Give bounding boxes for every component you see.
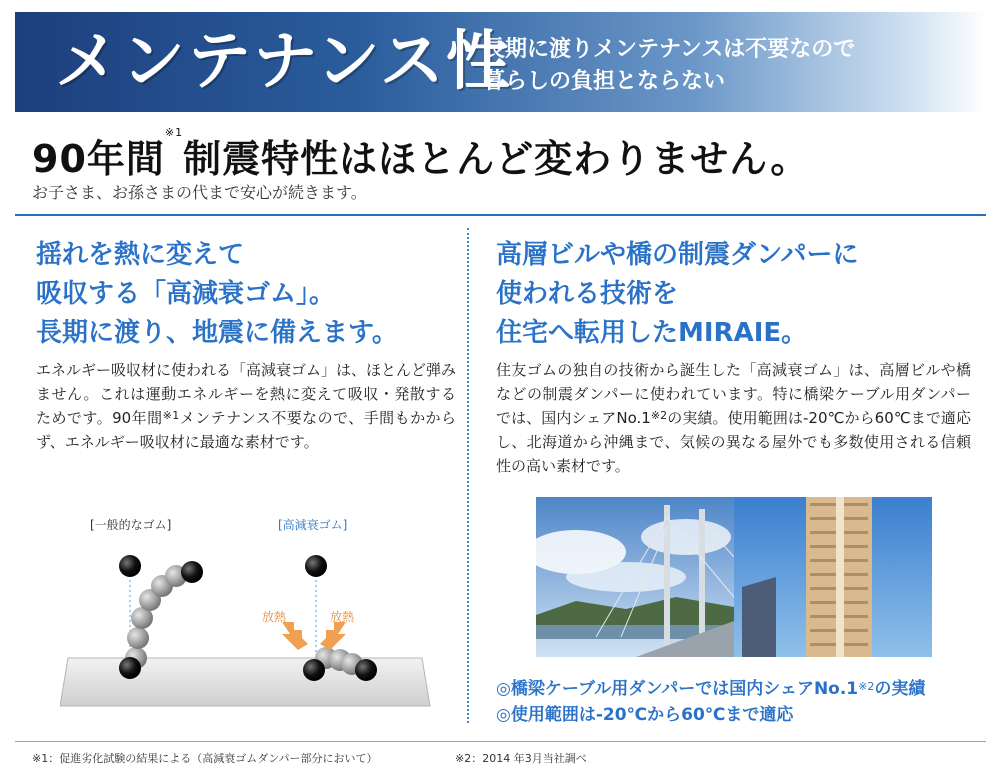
right-body-part1: 住友ゴムの独自の技術から誕生した「高減衰ゴム」は、高層ビルや橋などの制震ダンパーに使われています。特に橋梁ケーブル用ダンパーでは、国内シェアNo.1 [496, 361, 971, 427]
heat-label-left: 放熱 [262, 610, 287, 624]
right-heading [496, 236, 966, 353]
left-body-part2: メンテナンス不要なので、手間もかからず、エネルギー吸収材に最適な素材です。 [36, 409, 457, 451]
banner-subtitle-line2: 暮らしの負担とならない [483, 69, 726, 94]
right-heading-line3: 住宅へ転用したMIRAIE。 [496, 318, 808, 348]
bullet-share [496, 676, 976, 702]
heat-label-right: 放熱 [330, 610, 355, 624]
bullet-temperature: ◎使用範囲は-20℃から60℃まで適応 [496, 705, 794, 725]
right-body-part2: の実績。使用範囲は-20℃から60℃まで適応し、北海道から沖縄まで、気候の異なる屋外でも多数使用される信頼性の高い素材です。 [496, 409, 972, 475]
footer-divider [15, 741, 986, 742]
banner-subtitle-line1: 長期に渡りメンテナンスは不要なので [483, 37, 856, 62]
banner-subtitle [483, 34, 963, 98]
bridge-photo [536, 497, 932, 657]
rubber-diagram [60, 508, 440, 718]
right-body-note: ※2 [650, 409, 668, 422]
left-heading-line3: 長期に渡り、地震に備えます。 [36, 318, 398, 348]
headline [32, 128, 809, 183]
left-body [36, 358, 456, 454]
ball-damping-ground [303, 659, 325, 681]
ball-normal-end [181, 561, 203, 583]
left-heading [36, 236, 456, 353]
left-body-part1: エネルギー吸収材に使われる「高減衰ゴム」は、ほとんど弾みません。これは運動エネルギーを熱に変えて吸収・発散するためです。90年間 [36, 361, 457, 427]
section-divider [15, 214, 986, 216]
bullet-share-suffix: の実績 [874, 679, 926, 699]
right-heading-line1: 高層ビルや橋の制震ダンパーに [496, 240, 859, 270]
right-body [496, 358, 971, 478]
heat-arrow-right [320, 622, 346, 650]
photo-strip [536, 497, 932, 657]
heat-arrow-left [282, 622, 308, 650]
left-heading-line1: 揺れを熱に変えて [36, 240, 245, 270]
lead-text: お子さま、お孫さまの代まで安心が続きます。 [32, 183, 367, 202]
column-divider [467, 228, 469, 723]
footnote-2: ※2：2014 年3月当社調べ [455, 752, 587, 765]
title-banner [15, 12, 986, 112]
key-points [496, 676, 976, 728]
left-heading-line2: 吸収する「高減衰ゴム」。 [36, 279, 336, 309]
banner-title: メンテナンス性 [55, 25, 512, 99]
bullet-share-text: ◎橋梁ケーブル用ダンパーでは国内シェアNo.1 [496, 679, 859, 699]
left-body-note: ※1 [162, 409, 180, 422]
headline-prefix: 90年間 [32, 137, 165, 181]
ball-normal-ground [119, 657, 141, 679]
label-normal-rubber: [一般的なゴム] [90, 518, 172, 532]
ball-damping-top [305, 555, 327, 577]
right-heading-line2: 使われる技術を [496, 279, 679, 309]
ball-damping-end [355, 659, 377, 681]
diagram-illustration [60, 508, 440, 718]
footnote-1: ※1：促進劣化試験の結果による（高減衰ゴムダンパー部分において） [32, 752, 378, 765]
bounce-trail [125, 565, 187, 669]
label-damping-rubber: [高減衰ゴム] [278, 518, 348, 532]
bullet-share-note: ※2 [858, 680, 875, 693]
ball-normal-top [119, 555, 141, 577]
headline-note: ※1 [164, 126, 184, 139]
headline-suffix: 制震特性はほとんど変わりません。 [183, 137, 810, 181]
